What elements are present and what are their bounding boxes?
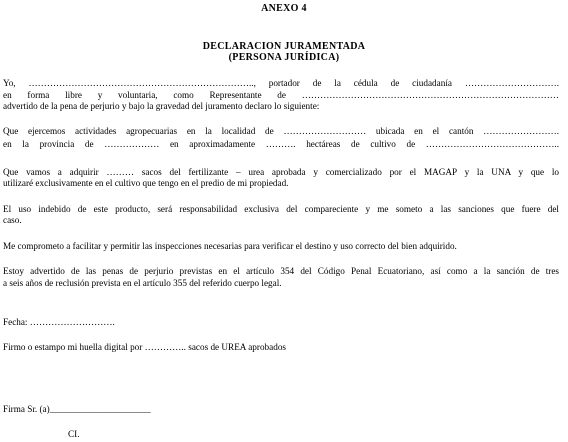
declarant-line: Yo, ……………………………………………………………….., portador de la cédula de ciudadanía ………………………….: [3, 78, 559, 88]
document-title: DECLARACION JURAMENTADA: [202, 41, 366, 52]
signature-line: Firma Sr. (a)______________________: [3, 404, 151, 414]
purchase-line: Que vamos a adquirir ……… sacos del fertilizante – urea aprobada y comercializado por el MAGAP y la UNA y que lo: [3, 167, 559, 177]
purchase-use-line: utilizaré exclusivamente en el cultivo que tengo en el predio de mi propiedad.: [3, 178, 289, 188]
inspection-line: Me comprometo a facilitar y permitir las inspecciones necesarias para verificar el destino y uso correcto del bien adquirido.: [3, 241, 457, 251]
province-line: en la provincia de ……………… en aproximadamente ………. hectáreas de cultivo de ……………………………………..: [3, 139, 559, 149]
representative-line: en forma libre y voluntaria, como Representante de …………………………………………………………………………: [3, 90, 559, 100]
perjury-sanction-line: a seis años de reclusión prevista en el artículo 355 del referido cuerpo legal.: [3, 278, 282, 288]
annex-heading: ANEXO 4: [261, 3, 307, 14]
document-subtitle: (PERSONA JURÍDICA): [228, 52, 340, 63]
perjury-line: Estoy advertido de las penas de perjurio previstas en el artículo 354 del Código Penal Ecuatoriano, así como a la sanción de tres: [3, 266, 559, 276]
ci-label: CI.: [68, 429, 80, 439]
locality-line: Que ejercemos actividades agropecuarias en la localidad de ……………………… ubicada en el cantón …………………….: [3, 126, 559, 136]
oath-line: advertido de la pena de perjurio y bajo la gravedad del juramento declaro lo siguiente:: [3, 101, 320, 111]
misuse-line: El uso indebido de este producto, será responsabilidad exclusiva del compareciente y me someto a las sanciones que fuere del: [3, 204, 559, 214]
date-line: Fecha: ……………………….: [3, 317, 115, 327]
fingerprint-line: Firmo o estampo mi huella digital por ………….. sacos de UREA aprobados: [3, 342, 286, 352]
misuse-case-line: caso.: [3, 215, 22, 225]
